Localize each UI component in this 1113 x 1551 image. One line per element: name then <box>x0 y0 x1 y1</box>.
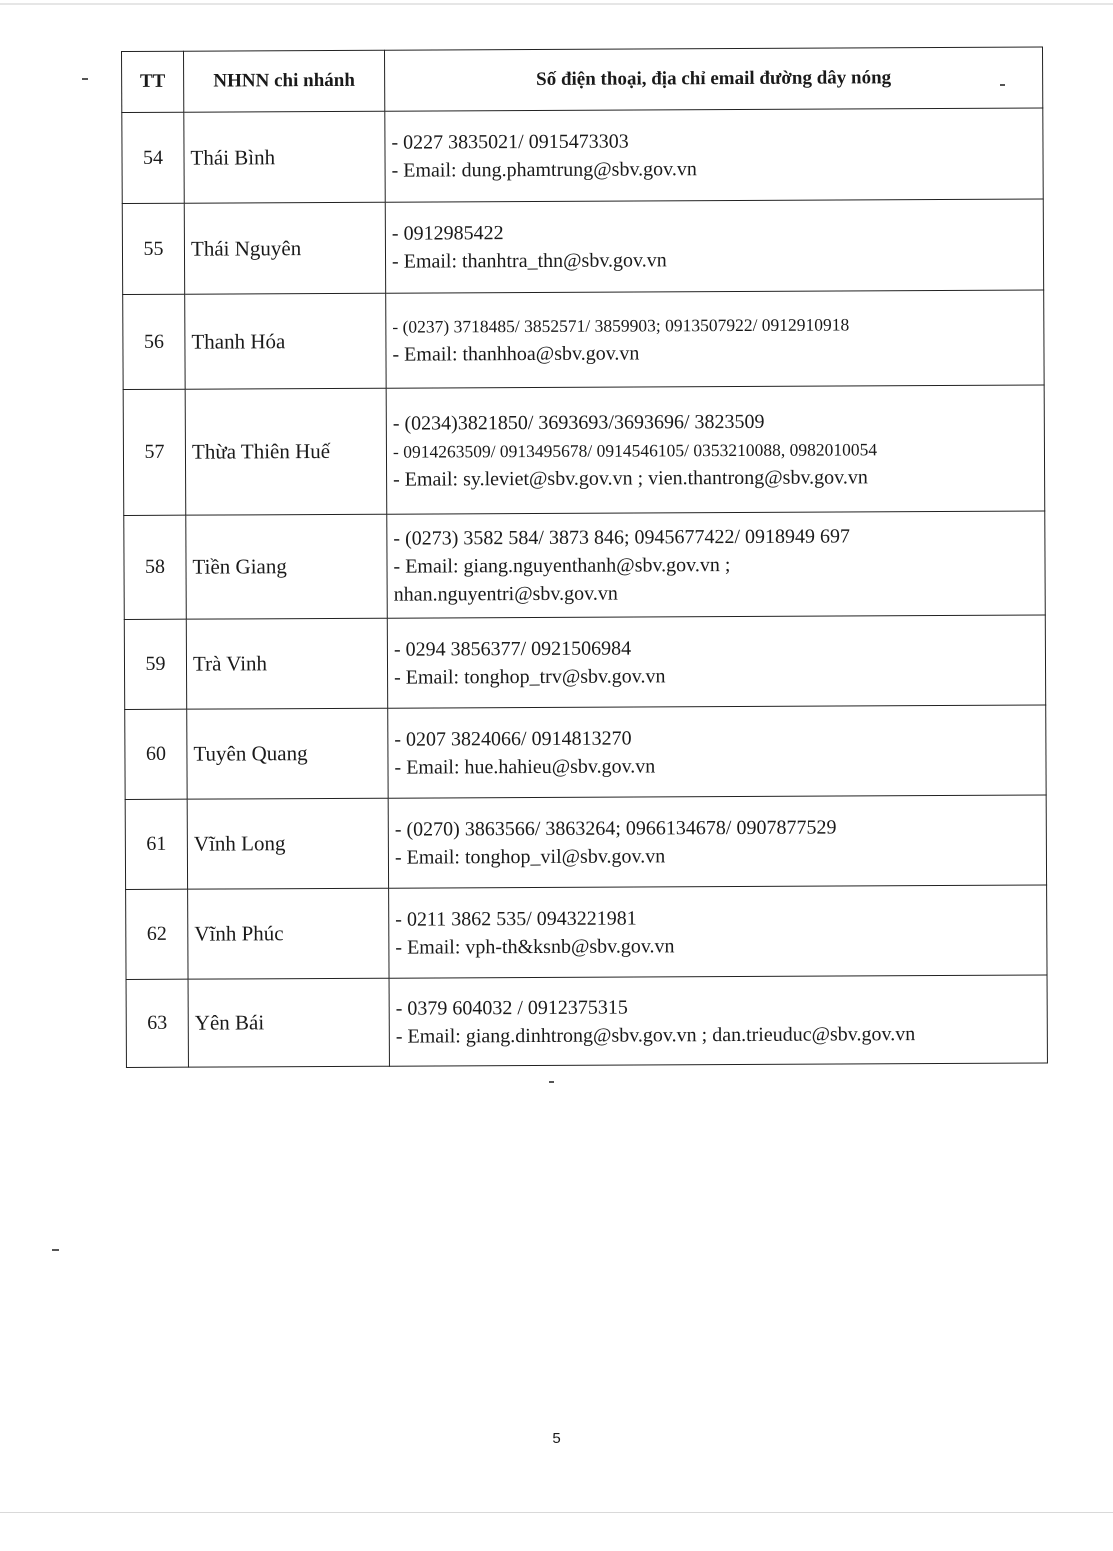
branch-name: Trà Vinh <box>186 618 387 709</box>
branch-name: Tiền Giang <box>186 514 388 619</box>
branch-name: Thừa Thiên Huế <box>185 388 387 515</box>
branch-name: Vĩnh Long <box>187 798 388 889</box>
row-number: 54 <box>122 112 184 203</box>
branch-name: Thái Bình <box>184 111 385 203</box>
table-row <box>123 385 1045 515</box>
header-tt: TT <box>122 51 184 112</box>
contact-line: - 0211 3862 535/ 0943221981 <box>395 906 637 931</box>
contact-cell <box>389 975 1047 1066</box>
branch-name: Thanh Hóa <box>185 293 386 389</box>
branch-name: Tuyên Quang <box>187 708 388 799</box>
table-row <box>123 290 1044 389</box>
contact-line: - Email: hue.hahieu@sbv.gov.vn <box>394 754 656 779</box>
contact-cell <box>389 885 1047 978</box>
contact-line: - Email: sy.leviet@sbv.gov.vn ; vien.thantrong@sbv.gov.vn <box>393 465 868 491</box>
table-row <box>126 885 1047 979</box>
contact-line: - (0237) 3718485/ 3852571/ 3859903; 0913507922/ 0912910918 <box>392 314 850 337</box>
table-row <box>124 615 1045 709</box>
scan-speck <box>82 78 88 80</box>
row-number: 62 <box>126 889 188 979</box>
table-row <box>122 199 1043 294</box>
contact-cell <box>386 385 1045 514</box>
contact-line: - Email: vph-th&ksnb@sbv.gov.vn <box>395 934 675 959</box>
table-row <box>124 511 1045 619</box>
contact-cell <box>388 705 1046 798</box>
branch-name: Vĩnh Phúc <box>188 888 389 979</box>
contact-line: - (0270) 3863566/ 3863264; 0966134678/ 0907877529 <box>394 816 837 841</box>
header-branch: NHNN chi nhánh <box>184 50 385 112</box>
contact-cell <box>387 615 1045 708</box>
header-contact: Số điện thoại, địa chỉ email đường dây nóng <box>384 47 1042 111</box>
hotline-table <box>121 46 1048 1067</box>
row-number: 60 <box>125 709 187 799</box>
contact-line: - 0207 3824066/ 0914813270 <box>394 727 632 751</box>
contact-line: - Email: giang.nguyenthanh@sbv.gov.vn ; <box>393 553 731 578</box>
contact-line: - 0914263509/ 0913495678/ 0914546105/ 0353210088, 0982010054 <box>392 438 878 462</box>
contact-line: - Email: tonghop_trv@sbv.gov.vn <box>394 664 666 689</box>
contact-cell <box>385 108 1043 202</box>
contact-cell <box>385 199 1043 293</box>
table-row <box>126 975 1047 1067</box>
contact-line: - Email: tonghop_vil@sbv.gov.vn <box>394 844 666 869</box>
branch-name: Thái Nguyên <box>184 202 385 294</box>
scan-edge-top <box>0 3 1113 5</box>
scan-speck <box>52 1249 59 1251</box>
contact-line: - Email: giang.dinhtrong@sbv.gov.vn ; dan.trieuduc@sbv.gov.vn <box>395 1022 916 1048</box>
table-header-row <box>122 47 1043 113</box>
contact-line: - Email: thanhtra_thn@sbv.gov.vn <box>391 249 667 273</box>
contact-cell <box>387 511 1046 618</box>
contact-cell <box>388 795 1046 888</box>
row-number: 59 <box>124 619 186 709</box>
row-number: 63 <box>126 979 188 1067</box>
contact-line: - 0227 3835021/ 0915473303 <box>391 130 629 154</box>
table-row <box>122 108 1043 203</box>
contact-line: - 0912985422 <box>391 222 504 245</box>
row-number: 57 <box>123 389 186 515</box>
row-number: 56 <box>123 294 185 389</box>
contact-cell <box>386 290 1044 388</box>
scan-speck <box>1000 84 1005 86</box>
scan-speck <box>549 1081 554 1083</box>
row-number: 55 <box>122 203 184 294</box>
table-row <box>125 705 1046 799</box>
page-number: 5 <box>552 1430 561 1447</box>
contact-line: - Email: dung.phamtrung@sbv.gov.vn <box>391 158 697 182</box>
scan-edge-bottom <box>0 1512 1113 1513</box>
contact-line: - 0294 3856377/ 0921506984 <box>393 637 632 661</box>
row-number: 61 <box>125 799 187 889</box>
contact-line: - Email: thanhhoa@sbv.gov.vn <box>392 342 640 366</box>
row-number: 58 <box>124 515 187 619</box>
contact-line: nhan.nguyentri@sbv.gov.vn <box>393 582 618 606</box>
contact-line: - (0234)3821850/ 3693693/3693696/ 3823509 <box>392 410 765 435</box>
contact-line: - 0379 604032 / 0912375315 <box>395 996 628 1020</box>
table-row <box>125 795 1046 889</box>
contact-line: - (0273) 3582 584/ 3873 846; 0945677422/ 0918949 697 <box>393 524 851 550</box>
branch-name: Yên Bái <box>188 978 389 1067</box>
